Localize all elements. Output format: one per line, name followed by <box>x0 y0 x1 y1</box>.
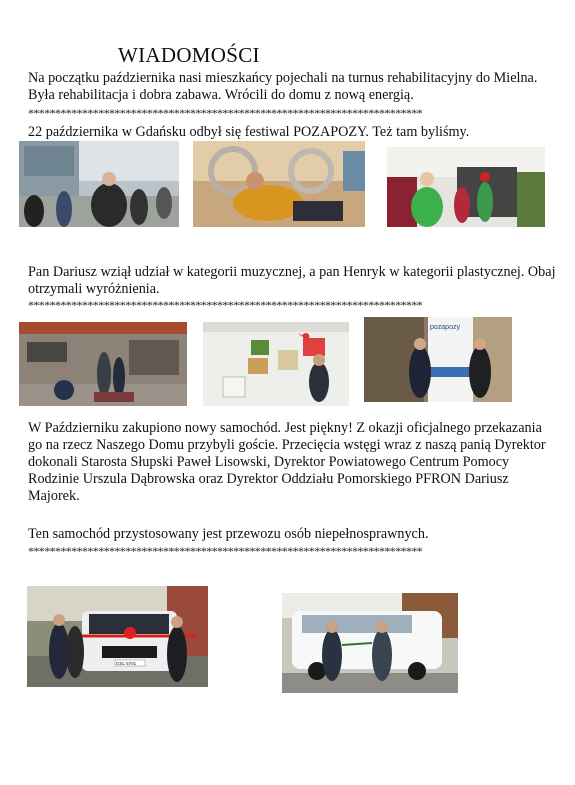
paragraph-new-car: W Październiku zakupiono nowy samochód. Jest piękny! Z okazji oficjalnego przekazania go na rzecz Naszego Domu przybyli goście. Przecięcia wstęgi wraz z naszą panią Dyrektor dokonali Starosta Słupski Paweł Lisowski, Dyrektor Powiatowego Centrum Pomocy Rodzinie Urszula Dąbrowska oraz Dyrektor Oddziału Pomorskiego PFRON Dariusz Majorek. <box>28 420 546 504</box>
photo-festival-banner <box>364 317 512 402</box>
photo-ribbon-cutting <box>27 586 208 687</box>
photo-memorial-wall <box>19 322 187 406</box>
page-title: WIADOMOŚCI <box>118 43 260 67</box>
separator-1: ************************************************************************* <box>28 107 423 119</box>
paragraph-trip: Na początku października nasi mieszkańcy pojechali na turnus rehabilitacyjny do Mielna. Była rehabilitacja i dobra zabawa. Wrócili do domu z nową energią. <box>28 70 538 103</box>
paragraph-awards: Pan Dariusz wziął udział w kategorii muzycznej, a pan Henryk w kategorii plastycznej. Obaj otrzymali wyróżnienia. <box>28 264 556 297</box>
separator-3: ************************************************************************* <box>28 545 423 557</box>
photo-group-street <box>19 141 179 227</box>
paragraph-festival: 22 października w Gdańsku odbył się festiwal POZAPOZY. Też tam byliśmy. <box>28 124 470 140</box>
photo-festival-hall <box>387 147 545 227</box>
photo-van-handover <box>282 593 458 693</box>
photo-art-exhibition <box>203 322 349 406</box>
license-plate-text: GSL 5701 <box>116 661 137 666</box>
paragraph-car-adapted: Ten samochód przystosowany jest przewozu osób niepełnosprawnych. <box>28 526 429 542</box>
separator-2: ************************************************************************* <box>28 299 423 311</box>
photo-rehabilitation <box>193 141 365 227</box>
banner-logo-text: pozapozy <box>430 324 460 331</box>
